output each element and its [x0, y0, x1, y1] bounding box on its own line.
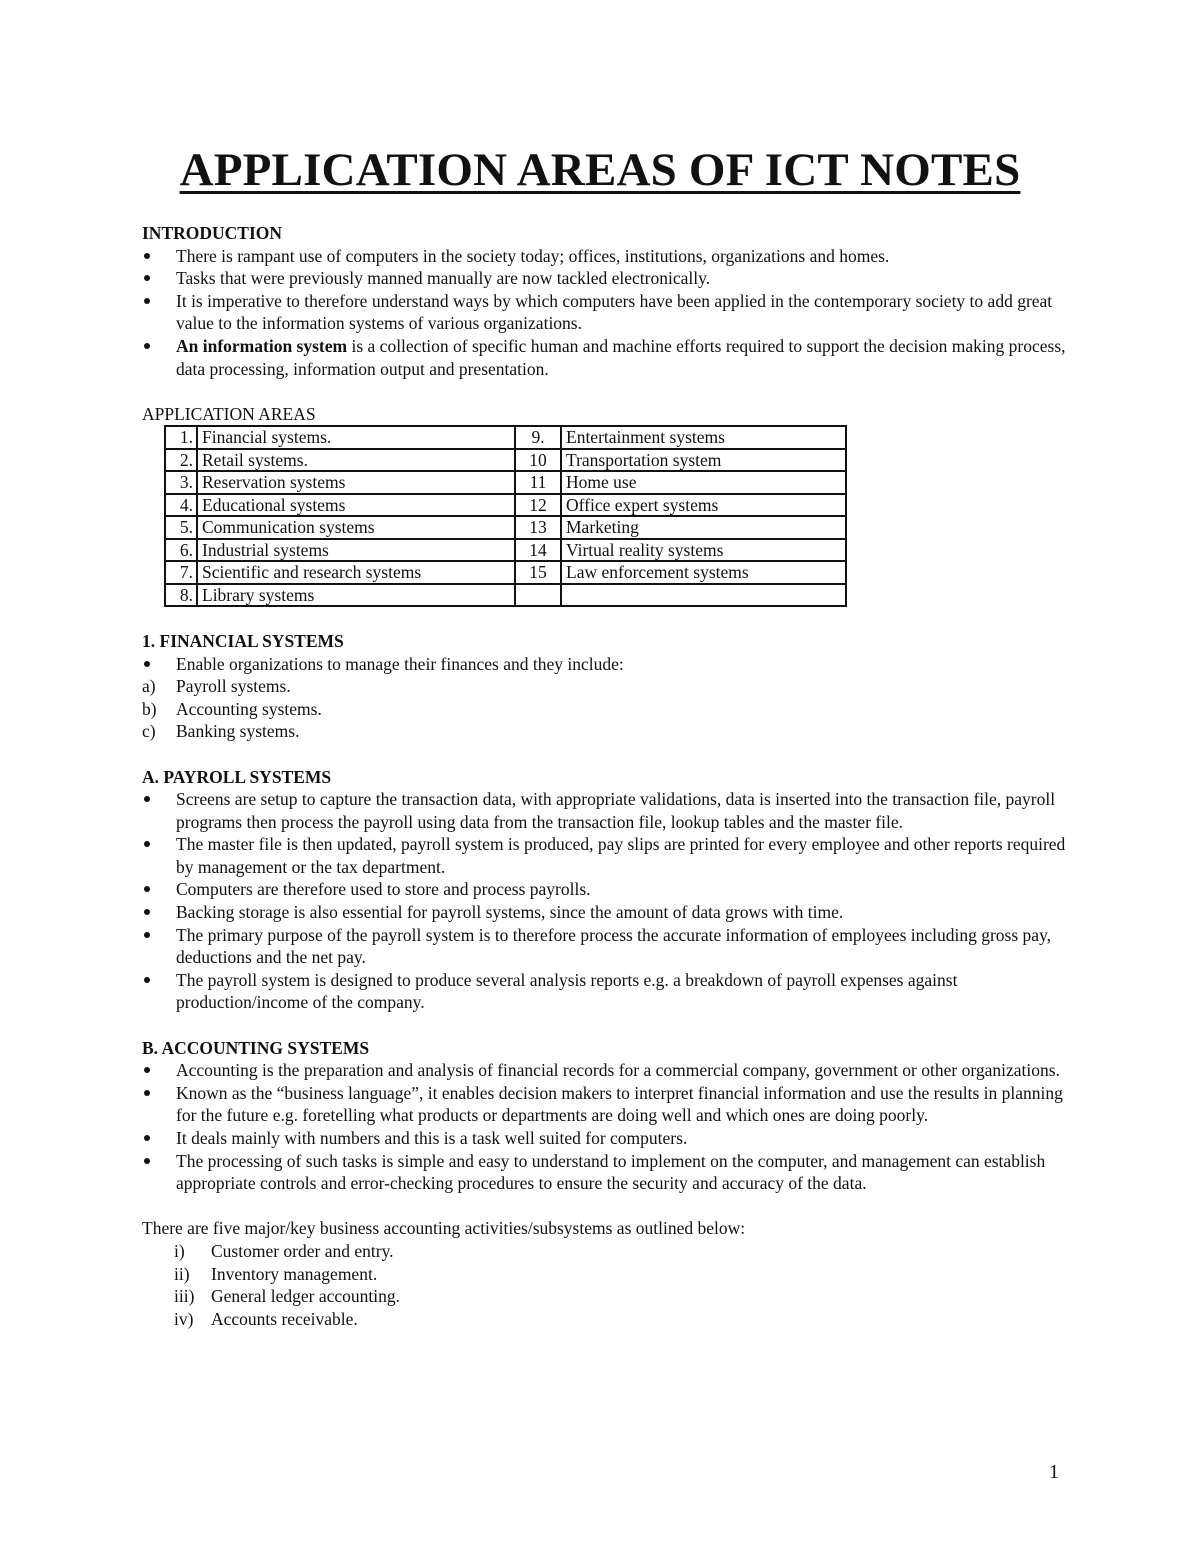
areas-heading: APPLICATION AREAS: [142, 403, 316, 424]
table-cell: 5.: [165, 516, 197, 539]
list-item: There is rampant use of computers in the society today; offices, institutions, organizations and homes.: [142, 245, 1072, 268]
table-cell: 14: [515, 539, 561, 562]
table-cell: 15: [515, 561, 561, 584]
list-item: The payroll system is designed to produce several analysis reports e.g. a breakdown of payroll expenses against production/income of the company.: [142, 969, 1072, 1014]
table-cell: Marketing: [561, 516, 846, 539]
list-item: Accounting is the preparation and analysis of financial records for a commercial company, government or other organizations.: [142, 1059, 1072, 1082]
table-cell: Communication systems: [197, 516, 515, 539]
list-item: [174, 1285, 1072, 1308]
document-title: APPLICATION AREAS OF ICT NOTES: [179, 144, 1021, 196]
list-item: Computers are therefore used to store and process payrolls.: [142, 878, 1072, 901]
list-item: [142, 335, 1072, 380]
financial-bullet-list: [142, 653, 1072, 676]
list-item: [142, 720, 1072, 743]
table-row: [165, 426, 846, 449]
list-item: The primary purpose of the payroll system is to therefore process the accurate information of employees including gross pay, deductions and the net pay.: [142, 924, 1072, 969]
list-item-text: General ledger accounting.: [211, 1286, 401, 1307]
list-marker: c): [142, 721, 156, 742]
page-number: 1: [1049, 1461, 1059, 1483]
table-cell: Educational systems: [197, 494, 515, 517]
table-cell: 11: [515, 471, 561, 494]
table-row: [165, 471, 846, 494]
table-row: [165, 539, 846, 562]
subsystems-intro: There are five major/key business accounting activities/subsystems as outlined below:: [142, 1218, 746, 1239]
table-cell: 2.: [165, 449, 197, 472]
list-item: Enable organizations to manage their finances and they include:: [142, 653, 1072, 676]
table-cell: 10: [515, 449, 561, 472]
list-item: It deals mainly with numbers and this is a task well suited for computers.: [142, 1127, 1072, 1150]
list-marker: i): [174, 1240, 185, 1261]
list-marker: a): [142, 676, 156, 697]
list-item: Screens are setup to capture the transaction data, with appropriate validations, data is inserted into the transaction file, payroll programs then process the payroll using data from the transaction file, lookup tables and the master file.: [142, 788, 1072, 833]
accounting-bullet-list: [142, 1059, 1072, 1195]
table-row: [165, 494, 846, 517]
table-cell: Law enforcement systems: [561, 561, 846, 584]
subsystems-list: [142, 1240, 1072, 1330]
application-areas-table: [164, 425, 847, 607]
table-cell: [561, 584, 846, 607]
table-cell: Scientific and research systems: [197, 561, 515, 584]
list-item: [174, 1263, 1072, 1286]
table-cell: 13: [515, 516, 561, 539]
intro-bullet-list: [142, 245, 1072, 381]
list-item-text: Accounting systems.: [176, 698, 322, 719]
table-cell: Industrial systems: [197, 539, 515, 562]
list-item: It is imperative to therefore understand ways by which computers have been applied in the contemporary society to add great value to the information systems of various organizations.: [142, 290, 1072, 335]
table-cell: Entertainment systems: [561, 426, 846, 449]
list-item: [142, 675, 1072, 698]
table-cell: Virtual reality systems: [561, 539, 846, 562]
list-item-text: Accounts receivable.: [211, 1308, 358, 1329]
list-item-text: Customer order and entry.: [211, 1240, 394, 1261]
table-cell: Financial systems.: [197, 426, 515, 449]
list-item: Backing storage is also essential for payroll systems, since the amount of data grows with time.: [142, 901, 1072, 924]
table-row: [165, 449, 846, 472]
table-row: [165, 584, 846, 607]
list-item: Tasks that were previously manned manually are now tackled electronically.: [142, 267, 1072, 290]
list-item-text: Payroll systems.: [176, 676, 291, 697]
table-cell: Home use: [561, 471, 846, 494]
table-cell: 6.: [165, 539, 197, 562]
list-item: [174, 1308, 1072, 1331]
information-system-term: An information system: [176, 335, 348, 356]
payroll-heading: A. PAYROLL SYSTEMS: [142, 766, 332, 787]
table-cell: [515, 584, 561, 607]
table-cell: 4.: [165, 494, 197, 517]
table-cell: 8.: [165, 584, 197, 607]
intro-heading: INTRODUCTION: [142, 223, 283, 243]
list-item: The master file is then updated, payroll system is produced, pay slips are printed for every employee and other reports required by management or the tax department.: [142, 833, 1072, 878]
list-item-text: Banking systems.: [176, 721, 300, 742]
table-cell: 9.: [515, 426, 561, 449]
table-cell: Reservation systems: [197, 471, 515, 494]
table-row: [165, 516, 846, 539]
list-item: [174, 1240, 1072, 1263]
list-marker: b): [142, 698, 157, 719]
financial-heading: 1. FINANCIAL SYSTEMS: [142, 630, 344, 651]
list-item-text: Inventory management.: [211, 1263, 378, 1284]
information-system-definition: is a collection of specific human and machine efforts required to support the decision making process, data processing, information output and presentation.: [176, 335, 1066, 379]
table-cell: Office expert systems: [561, 494, 846, 517]
table-cell: Transportation system: [561, 449, 846, 472]
list-marker: iv): [174, 1308, 194, 1329]
list-item: [142, 698, 1072, 721]
list-marker: iii): [174, 1286, 195, 1307]
table-row: [165, 561, 846, 584]
table-cell: Retail systems.: [197, 449, 515, 472]
document-body: [142, 222, 1072, 1330]
financial-lettered-list: [142, 675, 1072, 743]
table-cell: 1.: [165, 426, 197, 449]
list-marker: ii): [174, 1263, 190, 1284]
table-cell: Library systems: [197, 584, 515, 607]
accounting-heading: B. ACCOUNTING SYSTEMS: [142, 1037, 370, 1058]
payroll-bullet-list: [142, 788, 1072, 1014]
table-cell: 7.: [165, 561, 197, 584]
table-cell: 12: [515, 494, 561, 517]
list-item: The processing of such tasks is simple and easy to understand to implement on the computer, and management can establish appropriate controls and error-checking procedures to ensure the security and accuracy of the data.: [142, 1150, 1072, 1195]
table-cell: 3.: [165, 471, 197, 494]
list-item: Known as the “business language”, it enables decision makers to interpret financial information and use the results in planning for the future e.g. foretelling what products or departments are doing well and which ones are doing poorly.: [142, 1082, 1072, 1127]
